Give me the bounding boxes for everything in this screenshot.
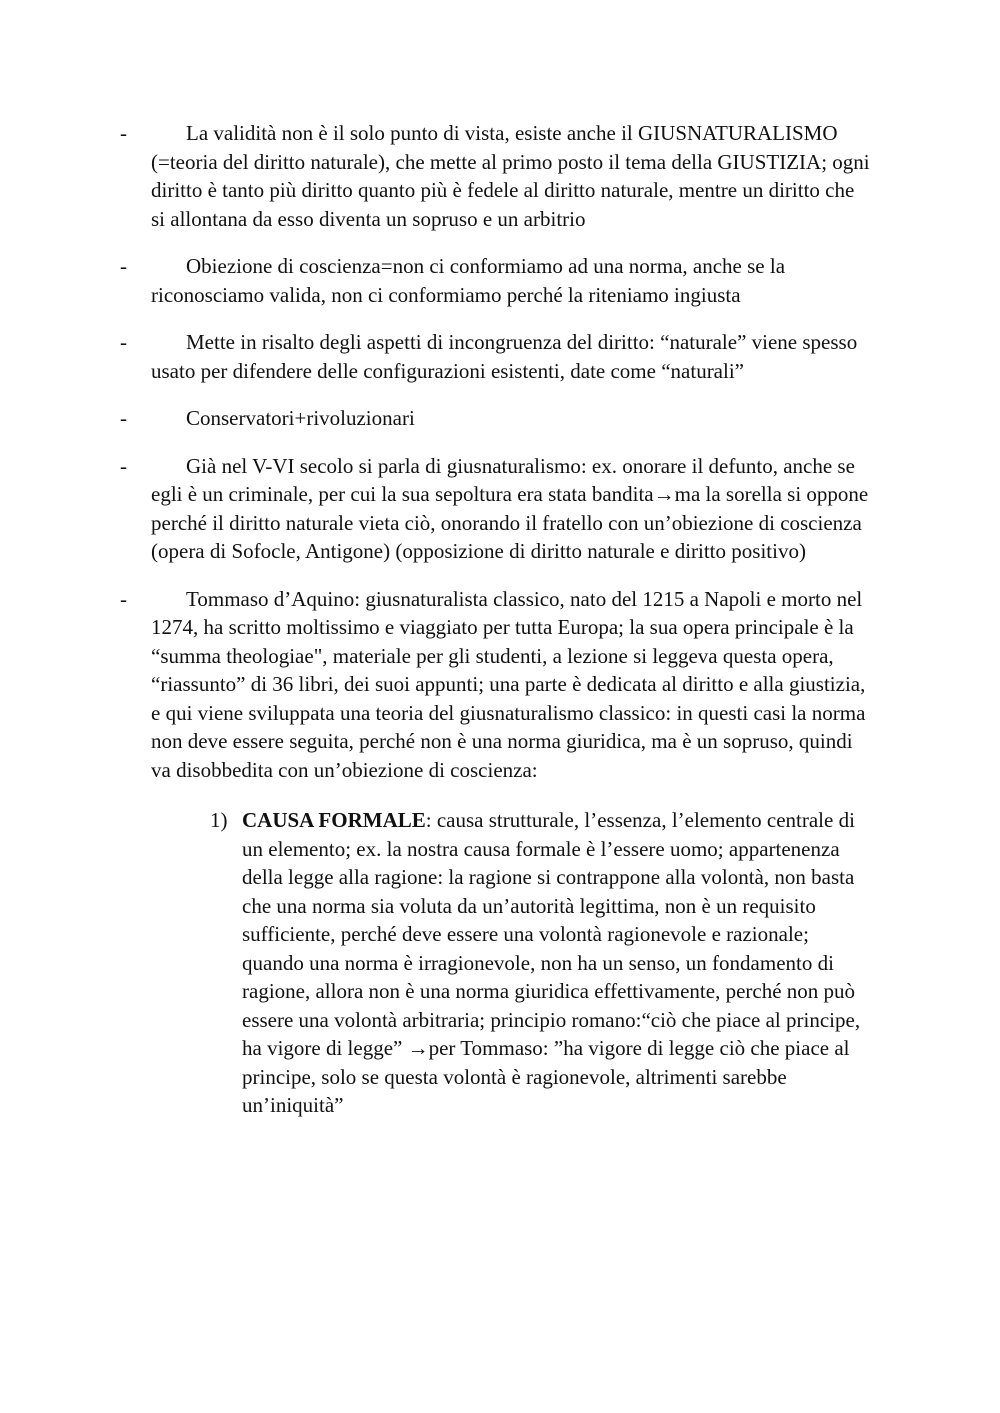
bullet-marker: - (120, 586, 127, 611)
bullet-text: Conservatori+rivoluzionari (186, 406, 415, 430)
numbered-marker: 1) (210, 808, 228, 832)
bullet-marker: - (120, 121, 127, 145)
numbered-term: CAUSA FORMALE (242, 808, 426, 832)
numbered-body: : causa strutturale, l’essenza, l’elemento centrale di un elemento; ex. la nostra causa formale è l’essere uomo; appartenenza della legge alla ragione: la ragione si contrappone alla volontà, non basta che una norma sia voluta da un’autorità legittima, non è un requisito sufficiente, perché deve essere una volontà ragionevole e razionale; quando una norma è irragionevole, non ha un senso, un fondamento di ragione, allora non è una norma giuridica effettivamente, perché non può essere una volontà arbitraria; principio romano:“ciò che piace al principe, ha vigore di legge” →per Tommaso: ”ha vigore di legge ciò che piace al principe, solo se questa volontà è ragionevole, altrimenti sarebbe un’iniquità” (242, 808, 861, 1117)
bullet-item (120, 328, 880, 385)
numbered-text (242, 806, 862, 1120)
bullet-text: Tommaso d’Aquino: giusnaturalista classico, nato del 1215 a Napoli e morto nel 1274, ha scritto moltissimo e viaggiato per tutta Europa; la sua opera principale è la “summa theologiae", materiale per gli studenti, a lezione si leggeva questa opera, “riassunto” di 36 libri, dei suoi appunti; una parte è dedicata al diritto e alla giustizia, e qui viene sviluppata una teoria del giusnaturalismo classico: in questi casi la norma non deve essere seguita, perché non è una norma giuridica, ma è un sopruso, quindi va disobbedita con un’obiezione di coscienza: (151, 586, 866, 782)
document-content (120, 119, 880, 1120)
numbered-item (120, 806, 880, 1120)
bullet-item (120, 585, 880, 785)
bullet-marker: - (120, 453, 127, 478)
bullet-item (120, 252, 880, 309)
bullet-item (120, 452, 880, 566)
bullet-marker: - (120, 254, 127, 278)
bullet-text: La validità non è il solo punto di vista, esiste anche il GIUSNATURALISMO (=teoria del diritto naturale), che mette al primo posto il tema della GIUSTIZIA; ogni diritto è tanto più diritto quanto più è fedele al diritto naturale, mentre un diritto che si allontana da esso diventa un sopruso e un arbitrio (151, 121, 870, 231)
bullet-marker: - (120, 406, 127, 430)
bullet-text: Obiezione di coscienza=non ci conformiamo ad una norma, anche se la riconosciamo valida, non ci conformiamo perché la riteniamo ingiusta (151, 254, 786, 307)
bullet-text: Già nel V-VI secolo si parla di giusnaturalismo: ex. onorare il defunto, anche se egli è un criminale, per cui la sua sepoltura era stata bandita→ma la sorella si oppone perché il diritto naturale vieta ciò, onorando il fratello con un’obiezione di coscienza (opera di Sofocle, Antigone) (opposizione di diritto naturale e diritto positivo) (151, 453, 869, 563)
bullet-marker: - (120, 330, 127, 354)
bullet-item (120, 404, 880, 433)
bullet-text: Mette in risalto degli aspetti di incongruenza del diritto: “naturale” viene spesso usato per difendere delle configurazioni esistenti, date come “naturali” (151, 330, 858, 383)
bullet-item (120, 119, 880, 233)
